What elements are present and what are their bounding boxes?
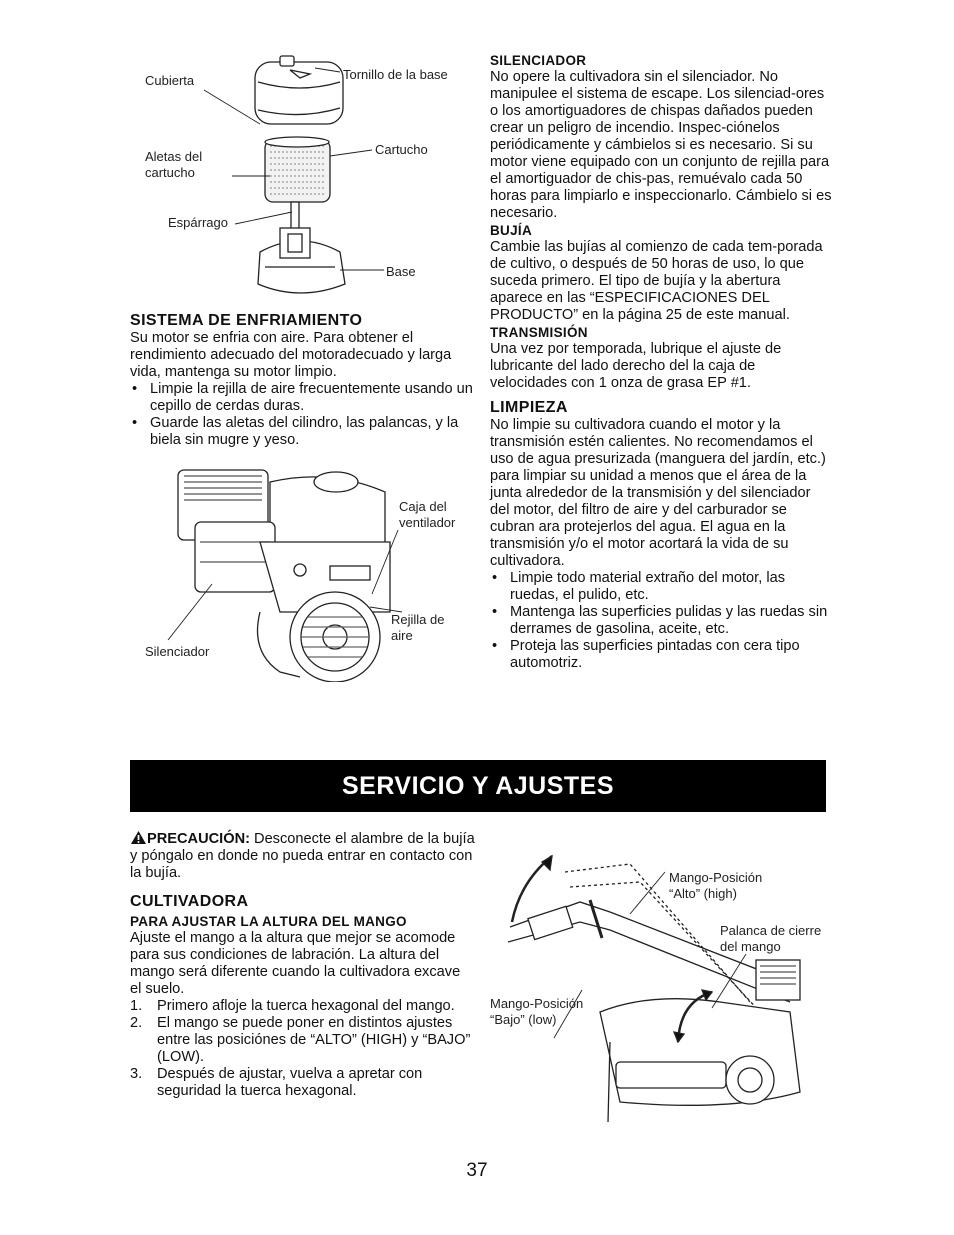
label-silenciador: Silenciador xyxy=(145,644,210,659)
limpieza-bullet: • Proteja las superficies pintadas con cera tipo automotriz. xyxy=(490,638,832,672)
label-tornillo: Tornillo de la base xyxy=(343,67,448,82)
limpieza-bullet: • Mantenga las superficies pulidas y las ruedas sin derrames de gasolina, aceite, etc. xyxy=(490,604,832,638)
bujia-heading: BUJÍA xyxy=(490,223,533,238)
label-rejilla-aire: Rejilla de aire xyxy=(391,612,445,643)
cooling-bullet: • Limpie la rejilla de aire frecuentemente usando un cepillo de cerdas duras. xyxy=(130,381,475,415)
caution-label: PRECAUCIÓN: xyxy=(147,831,250,847)
right-column xyxy=(490,52,832,672)
label-base: Base xyxy=(386,264,416,279)
silenciador-text: No opere la cultivadora sin el silenciador. No manipulee el sistema de escape. Los silenciad-ores o los amortiguadores de chispas dañados pueden crear un peligro de incendio. Inspec-ciónelos periódicamente y cámbielos si es necesario. Si su motor viene equipado con un conjunto de rejilla para el amortiguador de chis-pas, remuévalo cada 50 horas para limpiarlo e inspeccionarlo. Cámbielo si es necesario. xyxy=(490,69,832,221)
label-palanca-cierre: Palanca de cierre del mango xyxy=(720,923,822,954)
cooling-bullet: • Guarde las aletas del cilindro, las palancas, y la biela sin mugre y yeso. xyxy=(130,415,475,449)
label-cartucho: Cartucho xyxy=(375,142,428,157)
bujia-text: Cambie las bujías al comienzo de cada tem-porada de cultivo, o después de 50 horas de uso, lo que suceda primero. El tipo de bujía y la abertura aparece en las “ESPECIFICACIONES DEL PRODUCTO” en la página 25 de este manual. xyxy=(490,239,823,323)
label-esparrago: Espárrago xyxy=(168,215,228,230)
step-item: 3. Después de ajustar, vuelva a apretar con seguridad la tuerca hexagonal. xyxy=(130,1066,423,1099)
limpieza-text: No limpie su cultivadora cuando el motor y la transmisión estén calientes. No recomendamos el uso de agua presurizada (manguera del jardín, etc.) para limpiar su unidad a menos que el área de la junta alrededor de la transmisión y del silenciador del motor, del filtro de aire y del carburador se cubran ara protejerlos del agua. El agua en la transmisión y/o el motor acortará la vida de su cultivadora. xyxy=(490,417,826,569)
step-item: 1. Primero afloje la tuerca hexagonal del mango. xyxy=(130,998,455,1014)
cooling-heading: SISTEMA DE ENFRIAMIENTO xyxy=(130,312,363,329)
caution-block xyxy=(130,830,475,882)
step-item: 2. El mango se puede poner en distintos ajustes entre las posiciónes de “ALTO” (HIGH) y “BAJO” (LOW). xyxy=(130,1015,471,1065)
cooling-intro: Su motor se enfria con aire. Para obtener el rendimiento adecuado del motoradecuado y larga vida, mantenga su motor limpio. xyxy=(130,330,452,380)
label-aletas: Aletas del cartucho xyxy=(145,149,203,180)
cultivadora-heading: CULTIVADORA xyxy=(130,893,249,910)
label-caja-ventilador: Caja del ventilador xyxy=(399,499,456,530)
section-banner: SERVICIO Y AJUSTES xyxy=(130,760,826,812)
cultivadora-section xyxy=(130,893,475,1100)
caution-text: Desconecte el alambre de la bujía y póngalo en donde no pueda entrar en contacto con la bujía. xyxy=(130,831,475,881)
silenciador-heading: SILENCIADOR xyxy=(490,53,587,68)
label-mango-bajo: Mango-Posición “Bajo” (low) xyxy=(490,996,584,1027)
transmision-heading: TRANSMISIÓN xyxy=(490,325,588,340)
cultivadora-subheading: PARA AJUSTAR LA ALTURA DEL MANGO xyxy=(130,914,407,929)
label-cubierta: Cubierta xyxy=(145,73,195,88)
page-number: 37 xyxy=(466,1160,488,1181)
limpieza-bullet: • Limpie todo material extraño del motor, las ruedas, el pulido, etc. xyxy=(490,570,832,604)
tiller-handle-diagram xyxy=(490,842,830,1132)
warning-icon xyxy=(130,830,147,845)
transmision-text: Una vez por temporada, lubrique el ajuste de lubricante del lado derecho del la caja de velocidades con 1 onza de grasa EP #1. xyxy=(490,341,782,391)
limpieza-heading: LIMPIEZA xyxy=(490,399,568,416)
label-mango-alto: Mango-Posición “Alto” (high) xyxy=(669,870,763,901)
air-filter-diagram xyxy=(140,52,470,312)
cultivadora-text: Ajuste el mango a la altura que mejor se acomode para sus condiciones de labración. La altura del mango será diferente cuando la cultivadora excave el suelo. xyxy=(130,930,461,997)
cooling-section xyxy=(130,312,475,449)
